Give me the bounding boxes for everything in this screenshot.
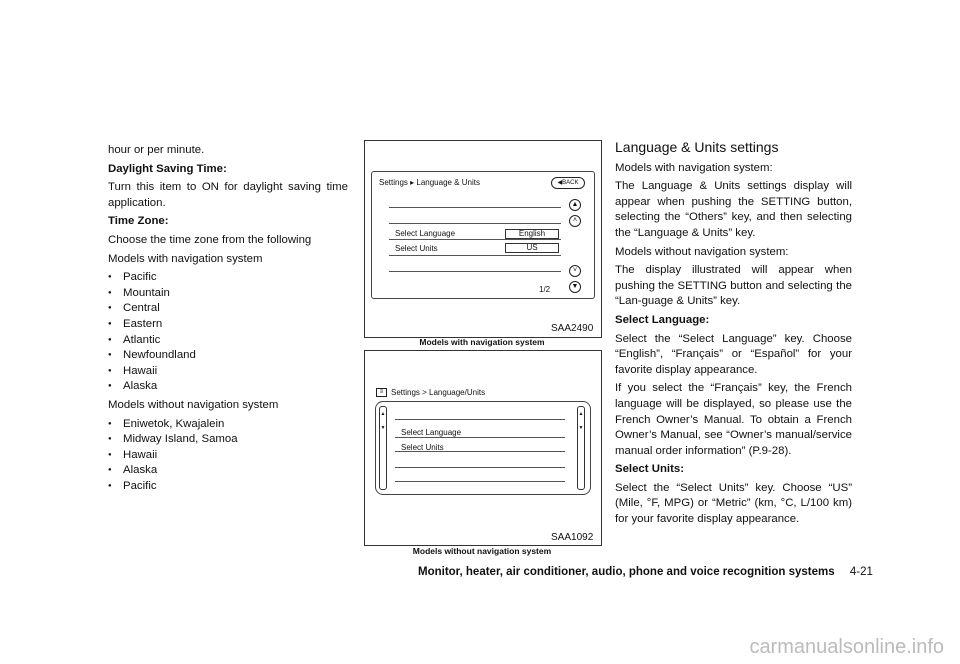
- units-text: Select the “Select Units” key. Choose “US” (Mile, °F, MPG) or “Metric” (km, °C, L/100 km) for your favorite display appearance.: [615, 481, 852, 526]
- list-item: ● Pacific: [108, 479, 348, 495]
- list-item: ● Hawaii: [108, 364, 348, 380]
- watermark: carmanualsonline.info: [749, 636, 944, 658]
- row-divider: [389, 255, 561, 256]
- row-divider: [395, 437, 565, 438]
- row-divider: [389, 223, 561, 224]
- row-divider: [395, 481, 565, 482]
- nav-label: Models with navigation system: [108, 252, 263, 265]
- screen-item-select-units: Select Units: [395, 244, 438, 253]
- nonnav-zone-list: [108, 417, 348, 495]
- tz-text: Choose the time zone from the following: [108, 233, 312, 246]
- nav-models-label: Models with navigation system:: [615, 161, 773, 174]
- list-item: ● Eastern: [108, 317, 348, 333]
- nav-models-text: The Language & Units settings display will appear when pushing the SETTING button, selecting the “Others” key, and then selecting the “Language & Units” key.: [615, 180, 852, 239]
- screen-item-select-units: Select Units: [401, 443, 444, 452]
- intro-text: hour or per minute.: [108, 144, 205, 156]
- figure-nonnav-screen: [364, 350, 602, 546]
- page-down-icon: ▼: [569, 281, 581, 293]
- list-item: ● Newfoundland: [108, 348, 348, 364]
- page-up-icon: ▲: [569, 199, 581, 211]
- dst-heading: Daylight Saving Time:: [108, 162, 227, 175]
- screen-breadcrumb: Settings ▸ Language & Units: [379, 178, 480, 187]
- figure-caption: Models without navigation system: [412, 546, 552, 556]
- nav-zone-list: [108, 270, 348, 395]
- list-item: ● Central: [108, 301, 348, 317]
- language-value: English: [505, 229, 559, 239]
- nonnav-label: Models without navigation system: [108, 398, 279, 411]
- back-button: [551, 177, 585, 189]
- list-item: ● Midway Island, Samoa: [108, 432, 348, 448]
- scroll-up-icon: ˄: [569, 215, 581, 227]
- units-heading: Select Units:: [615, 463, 684, 476]
- back-icon: ◀: [557, 180, 563, 186]
- row-divider: [389, 207, 561, 208]
- list-item: ● Alaska: [108, 463, 348, 479]
- row-divider: [389, 271, 561, 272]
- footer-section: Monitor, heater, air conditioner, audio, phone and voice recognition systems: [418, 566, 835, 578]
- page-footer: [418, 566, 873, 578]
- list-item: ● Atlantic: [108, 333, 348, 349]
- tz-heading: Time Zone:: [108, 215, 169, 228]
- list-item: ● Hawaii: [108, 448, 348, 464]
- back-label: BACK: [562, 180, 579, 186]
- row-divider: [395, 467, 565, 468]
- page-indicator: 1/2: [539, 285, 551, 294]
- dst-text: Turn this item to ON for daylight saving time application.: [108, 181, 348, 209]
- language-heading: Select Language:: [615, 313, 710, 326]
- left-scroll-icon: ▲ ▼: [379, 406, 387, 490]
- settings-icon: ≡: [376, 388, 387, 397]
- scroll-down-icon: ˅: [569, 265, 581, 277]
- list-item: ● Pacific: [108, 270, 348, 286]
- section-title: Language & Units settings: [615, 139, 779, 155]
- list-item: ● Mountain: [108, 286, 348, 302]
- language-text: Select the “Select Language” key. Choose “English”, “Français” or “Español” for your favorite display appearance.: [615, 332, 852, 376]
- screen-item-select-language: Select Language: [401, 428, 462, 437]
- screen-breadcrumb: Settings > Language/Units: [391, 388, 486, 397]
- figure-caption: Models with navigation system: [419, 337, 545, 347]
- right-column: [615, 140, 852, 531]
- units-value: US: [505, 243, 559, 253]
- screen-item-select-language: Select Language: [395, 229, 456, 238]
- figure-nav-screen: [364, 140, 602, 338]
- nonnav-models-label: Models without navigation system:: [615, 245, 789, 258]
- figure-code: SAA2490: [551, 323, 594, 334]
- page-number: 4-21: [849, 566, 873, 578]
- figure-code: SAA1092: [551, 532, 594, 543]
- list-item: ● Eniwetok, Kwajalein: [108, 417, 348, 433]
- row-divider: [389, 239, 561, 240]
- right-scroll-icon: ▲ ▼: [577, 406, 585, 490]
- list-item: ● Alaska: [108, 379, 348, 395]
- left-column: [108, 143, 348, 497]
- french-manual-text: If you select the “Français” key, the French language will be displayed, so please use the French Owner’s Manual. To obtain a French Owner’s Manual, see “Owner’s manual/service manual order information” (P.9-28).: [615, 382, 852, 457]
- row-divider: [395, 419, 565, 420]
- nonnav-models-text: The display illustrated will appear when pushing the SETTING button and selecting the “Lan-guage & Units” key.: [615, 264, 852, 308]
